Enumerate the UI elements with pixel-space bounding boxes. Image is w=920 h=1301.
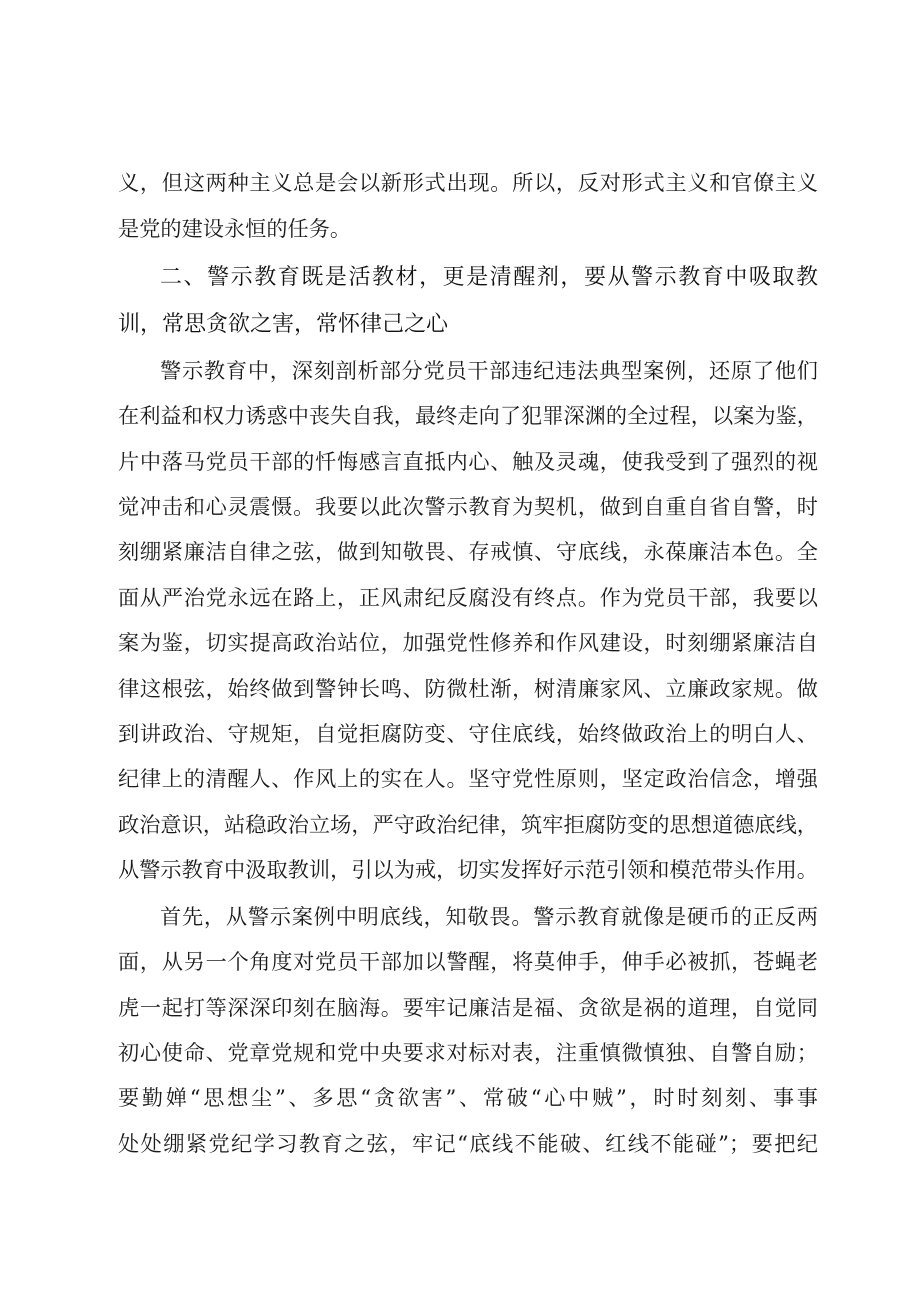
- text-line: 纪律上的清醒人、作风上的实在人。坚守党性原则，坚定政治信念，增强: [118, 766, 818, 791]
- text-line: 刻绷紧廉洁自律之弦，做到知敬畏、存戒慎、守底线，永葆廉洁本色。全: [118, 539, 818, 564]
- text-line: 在利益和权力诱惑中丧失自我，最终走向了犯罪深渊的全过程，以案为鉴，: [118, 403, 818, 428]
- text-line: 要勤婵“思想尘”、多思“贪欲害”、常破“心中贼”，时时刻刻、事事: [118, 1085, 818, 1110]
- text-line: 从警示教育中汲取教训，引以为戒，切实发挥好示范引领和模范带头作用。: [118, 857, 818, 882]
- text-line: 觉冲击和心灵震慑。我要以此次警示教育为契机，做到自重自省自警，时: [118, 494, 818, 519]
- text-line: 初心使命、党章党规和党中央要求对标对表，注重慎微慎独、自警自励；: [118, 1040, 818, 1065]
- text-line: 义，但这两种主义总是会以新形式出现。所以，反对形式主义和官僚主义: [118, 170, 818, 195]
- section-heading: 训，常思贪欲之害，常怀律己之心: [118, 312, 449, 337]
- section-heading: 二、警示教育既是活教材，更是清醒剂，要从警示教育中吸取教: [160, 265, 818, 290]
- text-line: 首先，从警示案例中明底线，知敬畏。警示教育就像是硬币的正反两: [160, 904, 818, 929]
- text-line: 面从严治党永远在路上，正风肃纪反腐没有终点。作为党员干部，我要以: [118, 585, 818, 610]
- text-line: 律这根弦，始终做到警钟长鸣、防微杜渐，树清廉家风、立廉政家规。做: [118, 676, 818, 701]
- text-line: 是党的建设永恒的任务。: [118, 216, 352, 241]
- text-line: 片中落马党员干部的忏悔感言直抵内心、触及灵魂，使我受到了强烈的视: [118, 449, 818, 474]
- text-line: 案为鉴，切实提高政治站位，加强党性修养和作风建设，时刻绷紧廉洁自: [118, 630, 818, 655]
- text-line: 政治意识，站稳政治立场，严守政治纪律，筑牢拒腐防变的思想道德底线，: [118, 812, 818, 837]
- text-line: 虎一起打等深深印刻在脑海。要牢记廉洁是福、贪欲是祸的道理，自觉同: [118, 995, 818, 1020]
- text-line: 警示教育中，深刻剖析部分党员干部违纪违法典型案例，还原了他们: [160, 358, 818, 383]
- text-line: 到讲政治、守规矩，自觉拒腐防变、守住底线，始终做政治上的明白人、: [118, 721, 818, 746]
- text-line: 面，从另一个角度对党员干部加以警醒，将莫伸手，伸手必被抓，苍蝇老: [118, 949, 818, 974]
- text-line: 处处绷紧党纪学习教育之弦，牢记“底线不能破、红线不能碰”；要把纪: [118, 1131, 818, 1156]
